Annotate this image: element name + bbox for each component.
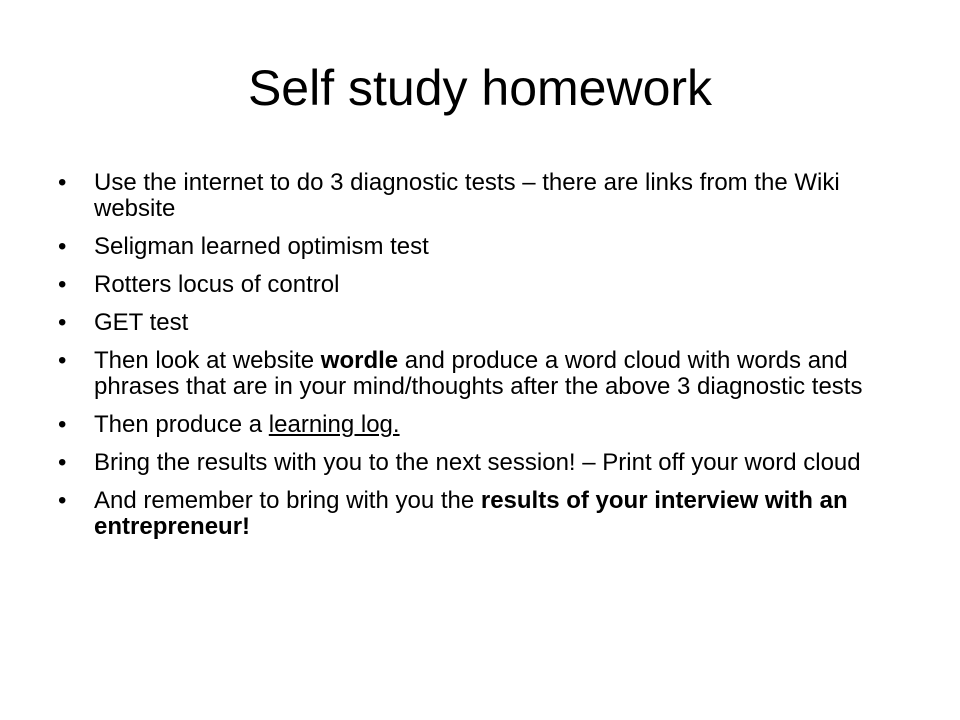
bullet-text-pre: Then produce a (94, 411, 269, 438)
bullet-text-bold: wordle (320, 347, 399, 374)
bullet-text: GET test (94, 309, 189, 336)
bullet-dot-icon: • (58, 347, 67, 374)
bullet-text-pre: Then look at website (94, 347, 321, 374)
bullet-text: Seligman learned optimism test (94, 233, 429, 260)
bullet-dot-icon: • (58, 309, 67, 336)
bullet-item-2 (58, 234, 918, 260)
bullet-text (94, 487, 848, 540)
bullet-text: Use the internet to do 3 diagnostic tests – there are links from the Wiki website (94, 169, 840, 222)
bullet-dot-icon: • (58, 487, 67, 514)
bullet-list (58, 170, 918, 552)
slide-title: Self study homework (247, 60, 713, 116)
bullet-text: Rotters locus of control (94, 271, 340, 298)
bullet-text-post: and produce a word cloud with words and phrases that are in your mind/thoughts after the above 3 diagnostic tests (94, 347, 863, 400)
bullet-text-bold: results of your interview with an entrepreneur! (94, 487, 848, 540)
bullet-item-4 (58, 310, 918, 336)
bullet-item-6 (58, 412, 918, 438)
bullet-text (94, 347, 862, 400)
learning-log-text: learning log. (268, 411, 400, 438)
bullet-dot-icon: • (58, 169, 67, 196)
bullet-item-1 (58, 170, 918, 222)
bullet-dot-icon: • (58, 411, 67, 438)
bullet-item-5 (58, 348, 918, 400)
bullet-item-8 (58, 488, 918, 540)
bullet-dot-icon: • (58, 233, 67, 260)
bullet-dot-icon: • (58, 449, 67, 476)
bullet-text (94, 411, 400, 438)
bullet-item-7 (58, 450, 918, 476)
bullet-dot-icon: • (58, 271, 67, 298)
bullet-text: Bring the results with you to the next session! – Print off your word cloud (94, 449, 861, 476)
bullet-text-pre: And remember to bring with you the (94, 487, 481, 514)
bullet-item-3 (58, 272, 918, 298)
